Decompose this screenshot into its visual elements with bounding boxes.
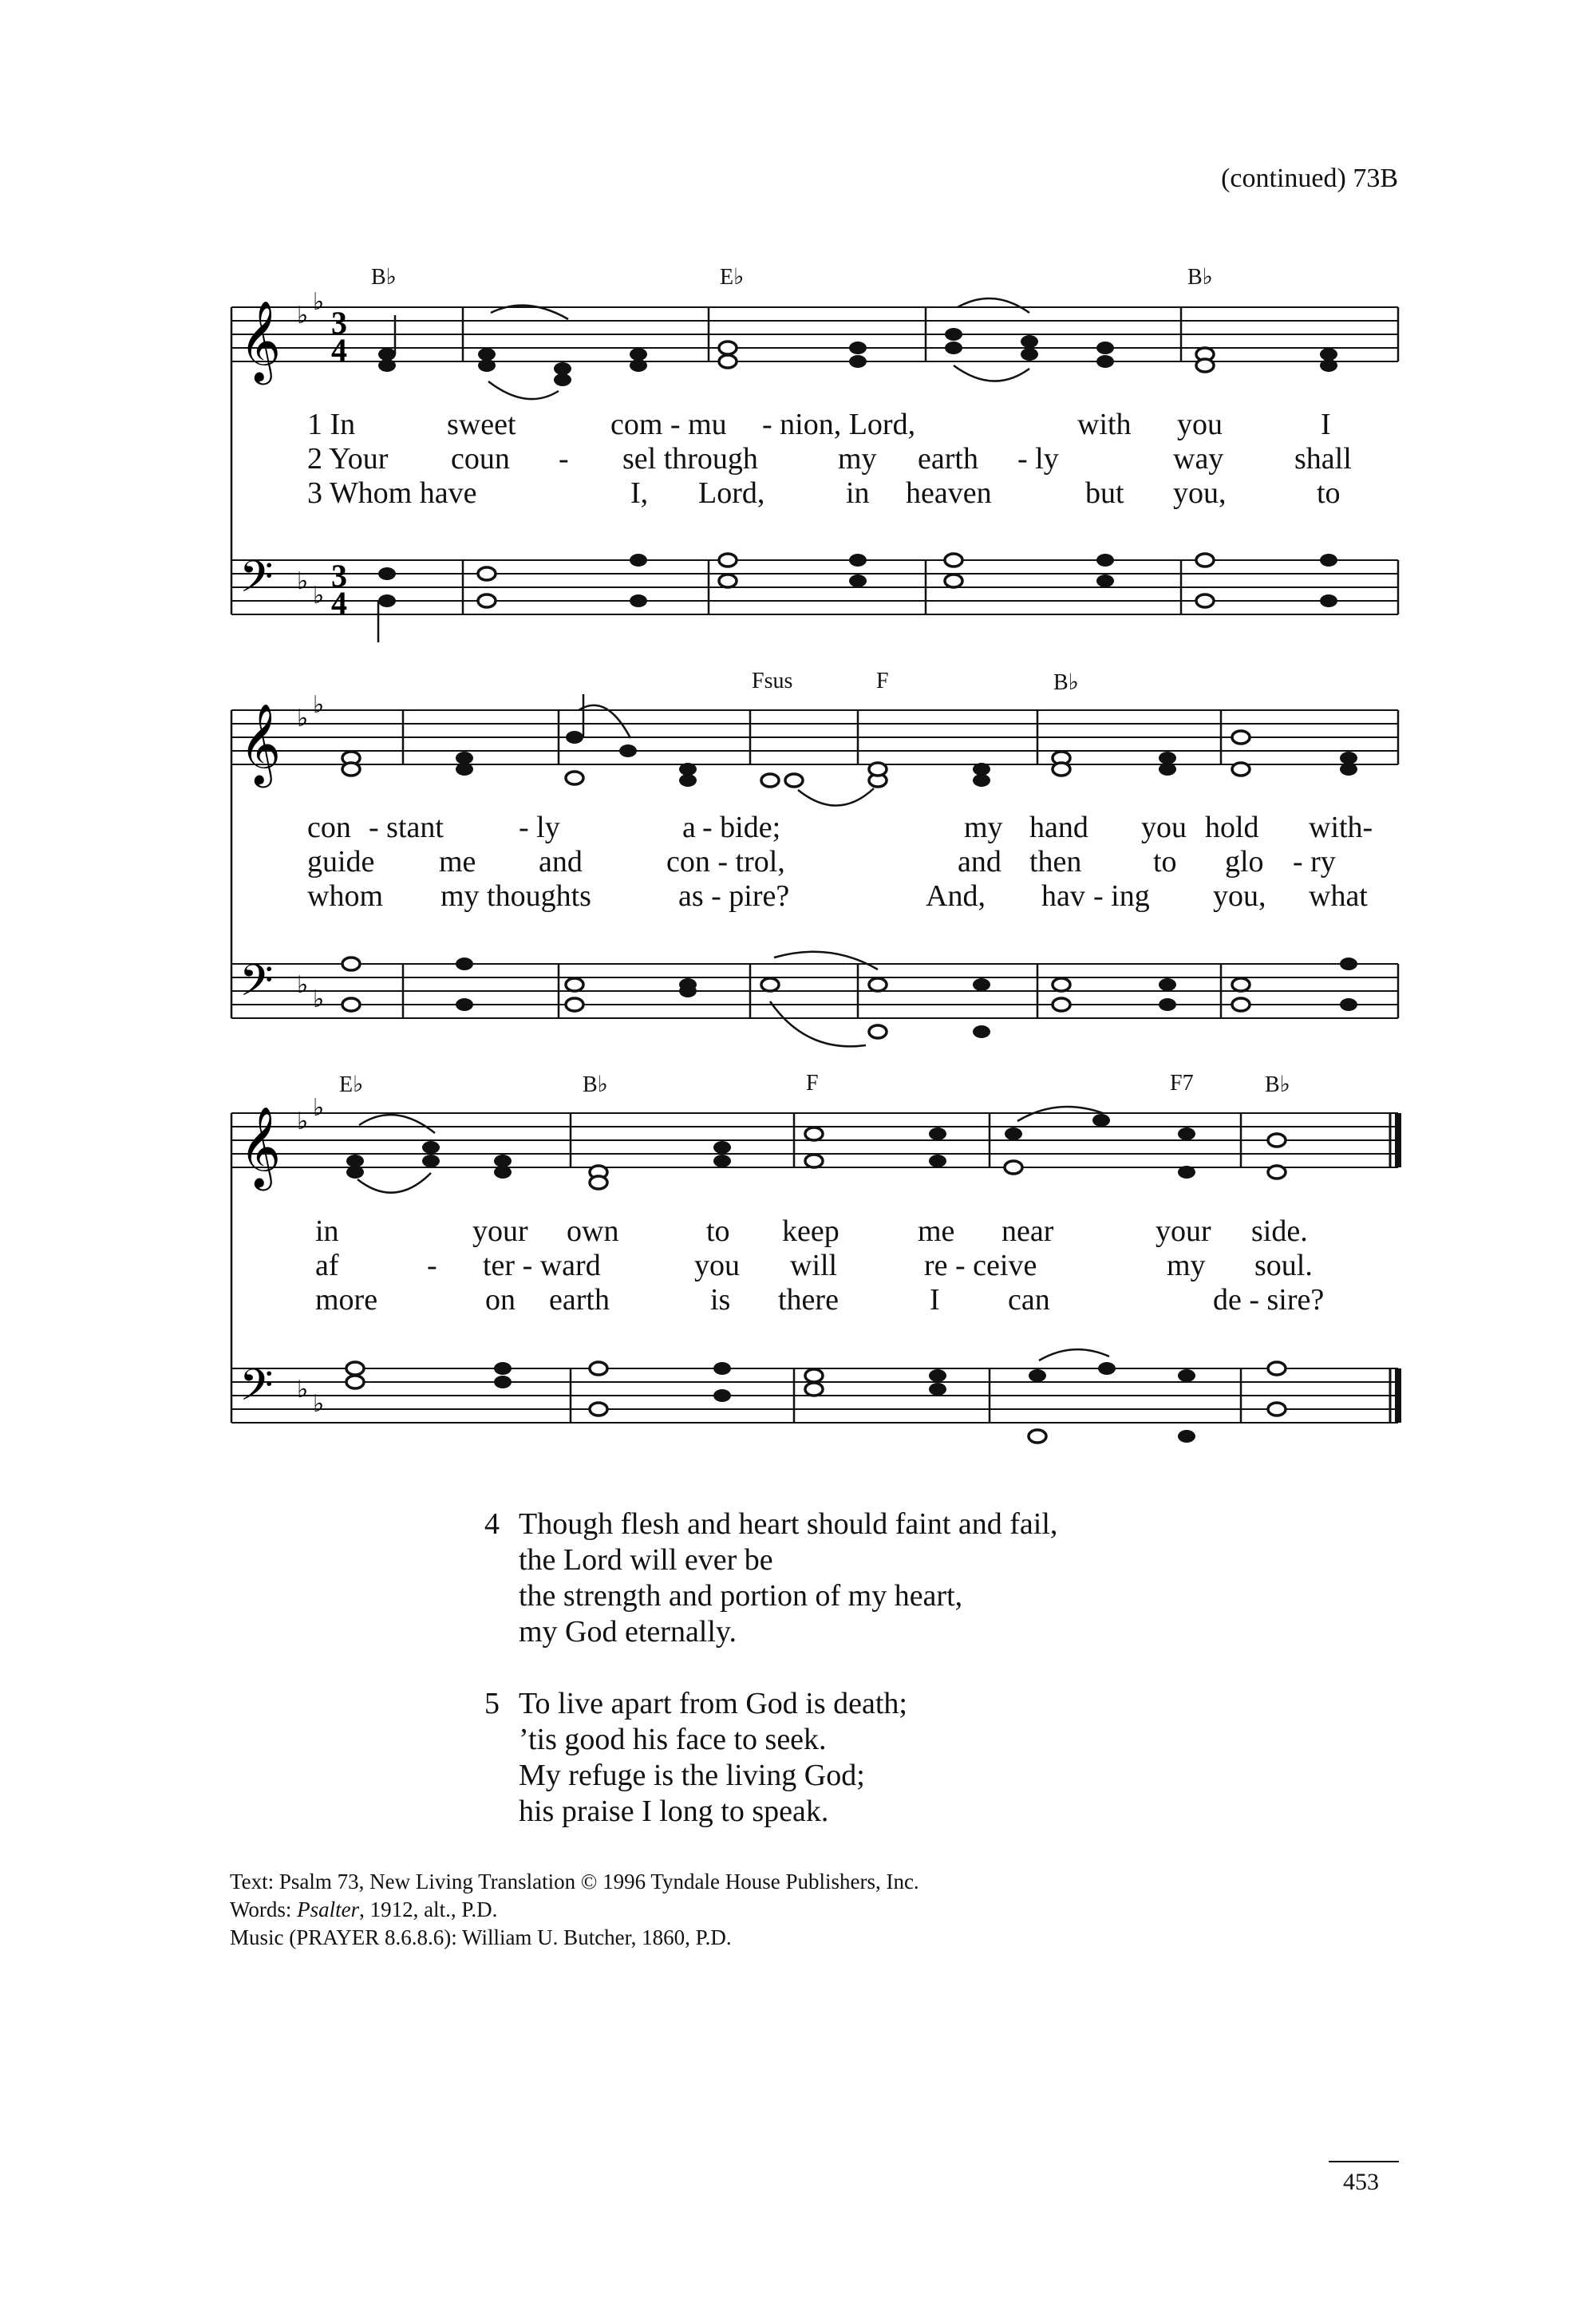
chord-symbol: E♭ [339, 1072, 364, 1097]
lyric-syllable: my [838, 442, 877, 476]
lyric-syllable: - ing [1093, 879, 1150, 913]
page-number-rule [1329, 2161, 1399, 2162]
system-1-treble-notes [378, 298, 1337, 399]
stanza-number: 5 [484, 1687, 500, 1720]
svg-text:♭: ♭ [313, 582, 325, 609]
lyric-syllable: glo [1225, 845, 1264, 879]
system-2-bass-notes [342, 952, 1357, 1047]
stanza-line: the Lord will ever be [519, 1543, 773, 1577]
stanza-number: 4 [484, 1507, 500, 1541]
lyric-syllable: hand [1029, 811, 1088, 844]
chord-symbol: Fsus [752, 669, 793, 693]
system-1-bass-staff [231, 560, 1398, 614]
lyric-syllable: hav [1041, 879, 1085, 913]
svg-text:𝄢: 𝄢 [239, 1360, 274, 1421]
stanza-line: To live apart from God is death; [519, 1687, 907, 1720]
system-3-treble-notes [346, 1107, 1286, 1193]
lyric-syllable: - nion, Lord, [762, 408, 916, 441]
lyric-syllable: heaven [906, 476, 992, 510]
lyric-syllable: Lord, [698, 476, 765, 510]
continued-header: (continued) 73B [1221, 164, 1398, 193]
lyric-syllable: I, [630, 476, 649, 510]
stanza-line: My refuge is the living God; [519, 1759, 865, 1792]
lyric-syllable: shall [1294, 442, 1352, 476]
lyric-syllable: you, [1213, 879, 1266, 913]
lyric-syllable: you [1177, 408, 1223, 441]
lyric-syllable: and [958, 845, 1001, 879]
lyric-syllable: And, [926, 879, 986, 913]
chord-symbol: B♭ [1053, 670, 1079, 695]
svg-text:♭: ♭ [297, 568, 309, 594]
lyric-syllable: my thoughts [440, 879, 591, 913]
lyric-syllable: coun [451, 442, 510, 476]
lyric-syllable: sweet [447, 408, 516, 441]
lyric-syllable: ter - ward [483, 1249, 601, 1282]
system-2-bass-staff [231, 964, 1398, 1018]
treble-clef-icon: 𝄞 [239, 299, 282, 381]
lyric-syllable: there [778, 1283, 839, 1317]
bass-clef-icon: 𝄢 [239, 551, 274, 613]
lyric-syllable: is [710, 1283, 731, 1317]
lyric-syllable: 2 Your [307, 442, 389, 476]
lyric-syllable: me [918, 1214, 955, 1248]
lyric-syllable: and [539, 845, 583, 879]
lyric-syllable: a [682, 811, 696, 844]
lyric-syllable: my [1167, 1249, 1206, 1282]
lyric-syllable: you [694, 1249, 740, 1282]
svg-text:4: 4 [331, 585, 347, 621]
svg-text:𝄞: 𝄞 [239, 702, 282, 784]
lyric-syllable: earth [549, 1283, 610, 1317]
svg-text:♭: ♭ [297, 1108, 309, 1135]
chord-symbol: B♭ [1187, 265, 1213, 290]
chord-symbol: F [876, 669, 889, 693]
lyric-syllable: with [1077, 408, 1132, 441]
lyric-syllable: with- [1309, 811, 1373, 844]
lyric-syllable: you [1141, 811, 1187, 844]
svg-text:𝄞: 𝄞 [239, 1105, 282, 1187]
chord-symbol: E♭ [720, 265, 745, 290]
time-sig-bottom: 4 [331, 332, 347, 368]
lyric-syllable: my [964, 811, 1003, 844]
lyric-syllable: in [315, 1214, 339, 1248]
lyric-syllable: in [846, 476, 870, 510]
svg-text:𝄢: 𝄢 [239, 955, 274, 1017]
svg-text:♭: ♭ [297, 1376, 309, 1403]
time-sig-top: 3 [331, 305, 347, 341]
credit-text: Text: Psalm 73, New Living Translation © 1996 Tyndale House Publishers, Inc. [230, 1870, 919, 1893]
page-number: 453 [1343, 2169, 1379, 2195]
stanza-line: Though flesh and heart should faint and fail, [519, 1507, 1058, 1541]
lyric-syllable: to [1317, 476, 1341, 510]
lyric-syllable: con [307, 811, 351, 844]
lyric-syllable: to [706, 1214, 730, 1248]
chord-symbol: F [806, 1071, 819, 1096]
stanza-line: my God eternally. [519, 1615, 737, 1649]
lyric-syllable: af [315, 1249, 339, 1282]
lyric-syllable: way [1173, 442, 1224, 476]
svg-text:♭: ♭ [313, 986, 325, 1013]
lyric-syllable: on [485, 1283, 516, 1317]
svg-text:♭: ♭ [297, 705, 309, 732]
lyric-syllable: as - pire? [678, 879, 790, 913]
stanza-line: his praise I long to speak. [519, 1795, 829, 1828]
lyric-syllable: - stant [369, 811, 444, 844]
svg-text:♭: ♭ [313, 1391, 325, 1417]
lyric-syllable: - ly [519, 811, 560, 844]
lyric-syllable: your [472, 1214, 528, 1248]
lyric-syllable: will [790, 1249, 838, 1282]
lyric-syllable: com - mu [610, 408, 727, 441]
system-1-treble-staff [231, 307, 1398, 361]
stanza-line: ’tis good his face to seek. [519, 1723, 827, 1756]
lyric-syllable: then [1029, 845, 1082, 879]
system-1-bass-notes [378, 554, 1337, 642]
lyric-syllable: can [1008, 1283, 1050, 1317]
lyric-syllable: earth [918, 442, 978, 476]
lyric-syllable: - bide; [702, 811, 781, 844]
svg-text:♭: ♭ [313, 1095, 325, 1121]
lyric-syllable: con - trol, [666, 845, 785, 879]
lyric-syllable: - [427, 1249, 437, 1282]
credit-words: Words: Psalter, 1912, alt., P.D. [230, 1897, 498, 1921]
chord-symbol: B♭ [583, 1072, 608, 1097]
lyric-syllable: re - ceive [924, 1249, 1037, 1282]
flat-b-icon: ♭ [297, 302, 309, 329]
lyric-syllable: guide [307, 845, 375, 879]
lyric-syllable: side. [1251, 1214, 1308, 1248]
lyric-syllable: your [1156, 1214, 1211, 1248]
lyric-syllable: - [559, 442, 569, 476]
lyric-syllable: - ry [1293, 845, 1336, 879]
chord-symbol: B♭ [371, 265, 397, 290]
lyric-syllable: but [1085, 476, 1124, 510]
lyric-syllable: 1 In [307, 408, 356, 441]
lyric-syllable: de - sire? [1213, 1283, 1325, 1317]
lyric-syllable: I [1321, 408, 1331, 441]
lyric-syllable: hold [1205, 811, 1259, 844]
lyric-syllable: keep [782, 1214, 839, 1248]
flat-e-icon: ♭ [313, 289, 325, 315]
svg-text:♭: ♭ [313, 692, 325, 718]
lyric-syllable: I [930, 1283, 940, 1317]
svg-text:3: 3 [331, 558, 347, 594]
credit-music: Music (PRAYER 8.6.8.6): William U. Butcher, 1860, P.D. [230, 1925, 732, 1949]
lyric-syllable: whom [307, 879, 383, 913]
lyric-syllable: sel through [622, 442, 758, 476]
lyric-syllable: - ly [1017, 442, 1059, 476]
stanza-line: the strength and portion of my heart, [519, 1579, 963, 1613]
lyric-syllable: own [567, 1214, 619, 1248]
lyric-syllable: more [315, 1283, 378, 1317]
lyric-syllable: what [1309, 879, 1368, 913]
lyric-syllable: to [1153, 845, 1177, 879]
chord-symbol: B♭ [1265, 1072, 1290, 1097]
lyric-syllable: near [1001, 1214, 1054, 1248]
system-2-treble-staff [231, 710, 1398, 764]
chord-symbol: F7 [1170, 1071, 1194, 1096]
lyric-syllable: soul. [1254, 1249, 1313, 1282]
lyric-syllable: me [439, 845, 476, 879]
lyric-syllable: 3 Whom have [307, 476, 477, 510]
svg-text:♭: ♭ [297, 972, 309, 998]
lyric-syllable: you, [1173, 476, 1227, 510]
